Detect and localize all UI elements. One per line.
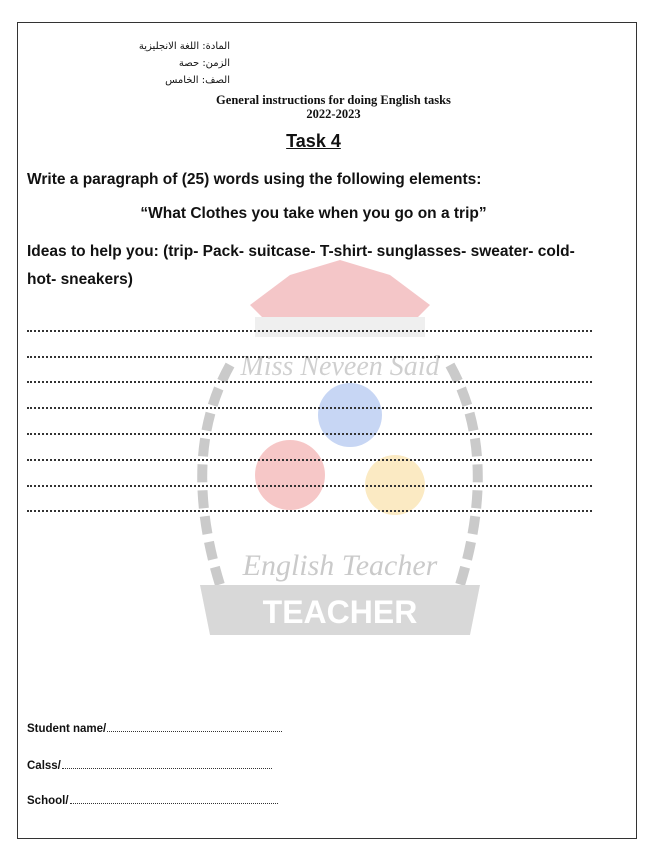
writing-line[interactable] [27,487,592,513]
watermark-banner: TEACHER [262,594,418,630]
writing-line[interactable] [27,358,592,384]
writing-area[interactable] [27,306,592,512]
writing-line[interactable] [27,435,592,461]
writing-line[interactable] [27,332,592,358]
student-name-field[interactable] [27,721,282,735]
school-year: 2022-2023 [306,107,361,121]
watermark-script-bottom: English Teacher [242,549,438,582]
arabic-header [60,38,230,89]
school-label: School/ [27,795,69,807]
writing-line[interactable] [27,306,592,332]
time-line: الزمن: حصة [178,58,230,69]
class-label: Calss/ [27,760,61,772]
watermark-script-top: Miss Neveen Said [240,351,440,382]
task-title: Task 4 [286,131,341,151]
subject-line: المادة: اللغة الانجليزية [138,41,230,52]
grade-line: الصف: الخامس [165,75,230,86]
ideas-list: Ideas to help you: (trip- Pack- suitcase- T-shirt- sunglasses- sweater- cold- hot- sneakers) [27,243,575,288]
writing-line[interactable] [27,383,592,409]
school-blank[interactable] [70,793,278,804]
writing-line[interactable] [27,461,592,487]
writing-line[interactable] [27,409,592,435]
task-prompt: Write a paragraph of (25) words using the following elements: [27,171,482,188]
instructions-title: General instructions for doing English tasks [216,93,451,107]
student-name-blank[interactable] [107,721,282,732]
instructions-header [0,93,667,121]
class-field[interactable] [27,758,272,772]
class-blank[interactable] [62,758,272,769]
student-name-label: Student name/ [27,723,107,735]
task-topic: “What Clothes you take when you go on a trip” [140,205,487,222]
school-field[interactable] [27,793,278,807]
